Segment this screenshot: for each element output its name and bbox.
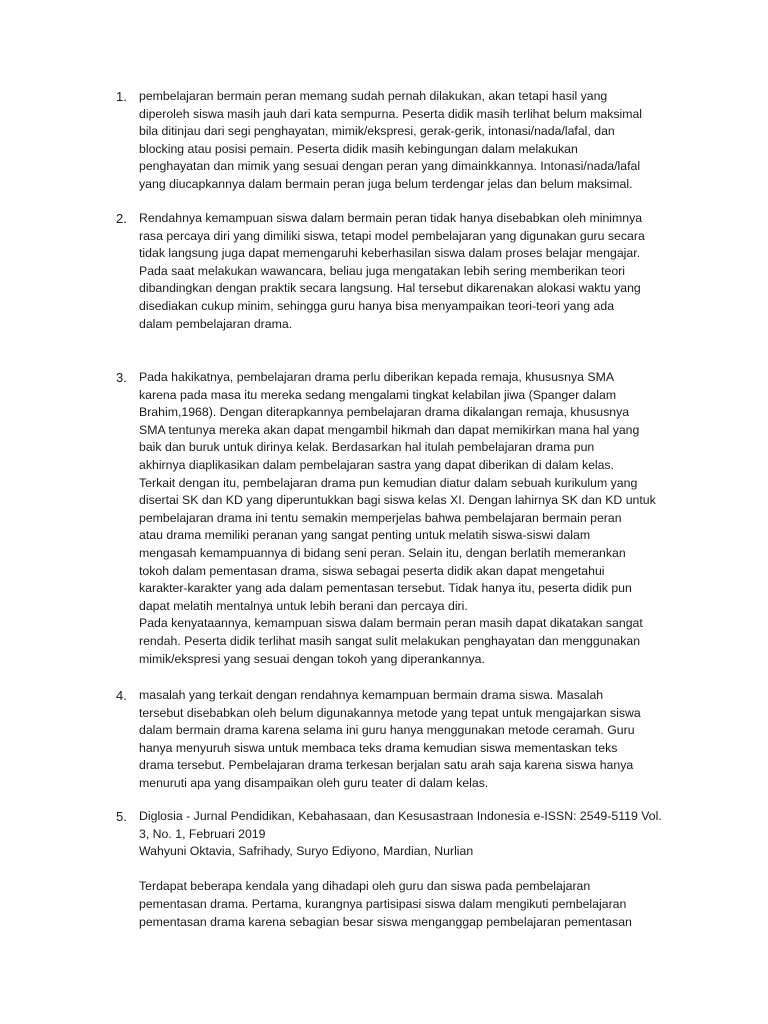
paragraph-text: masalah yang terkait dengan rendahnya kemampuan bermain drama siswa. Masalah tersebut disebabkan oleh belum digunakannya metode yang tepat untuk mengajarkan siswa dalam bermain drama karena selama ini guru hanya menggunakan metode ceramah. Guru hanya menyuruh siswa untuk membaca teks drama kemudian siswa mementaskan teks drama tersebut. Pembelajaran drama terkesan berjalan satu arah saja karena siswa hanya menuruti apa yang disampaikan oleh guru teater di dalam kelas. bbox=[139, 688, 641, 790]
journal-citation: Diglosia - Jurnal Pendidikan, Kebahasaan, dan Kesusastraan Indonesia e-ISSN: 2549-5119 Vol. 3, No. 1, Februari 2019 bbox=[139, 809, 662, 841]
paragraph-text: Terdapat beberapa kendala yang dihadapi oleh guru dan siswa pada pembelajaran pementasan drama. Pertama, kurangnya partisipasi siswa dalam mengikuti pembelajaran pementasan drama karena sebagian besar siswa menganggap pembelajaran pementasan bbox=[139, 879, 632, 929]
list-item-body bbox=[139, 687, 676, 793]
list-item bbox=[116, 369, 676, 668]
list-item-body bbox=[139, 369, 676, 668]
list-number: 2. bbox=[116, 211, 127, 226]
list-number: 1. bbox=[116, 89, 127, 104]
list-number: 3. bbox=[116, 370, 127, 385]
list-item-body bbox=[139, 808, 676, 931]
list-item-body bbox=[139, 210, 676, 333]
list-number: 4. bbox=[116, 688, 127, 703]
list-number: 5. bbox=[116, 809, 127, 824]
paragraph-gap bbox=[139, 861, 676, 879]
paragraph-text: pembelajaran bermain peran memang sudah pernah dilakukan, akan tetapi hasil yang diperoleh siswa masih jauh dari kata sempurna. Peserta didik masih terlihat belum maksimal bila ditinjau dari segi penghayatan, mimik/ekspresi, gerak-gerik, intonasi/nada/lafal, dan blocking atau posisi pemain. Peserta didik masih kebingungan dalam melakukan penghayatan dan mimik yang sesuai dengan peran yang dimainkkannya. Intonasi/nada/lafal yang diucapkannya dalam bermain peran juga belum terdengar jelas dan belum maksimal. bbox=[139, 89, 643, 191]
paragraph-text: Pada hakikatnya, pembelajaran drama perlu diberikan kepada remaja, khususnya SMA karena pada masa itu mereka sedang mengalami tingkat kelabilan jiwa (Spanger dalam Brahim,1968). Dengan diterapkannya pembelajaran drama dikalangan remaja, khususnya SMA tentunya mereka akan dapat mengambil hikmah dan dapat memikirkan mana hal yang baik dan buruk untuk dirinya kelak. Berdasarkan hal itulah pembelajaran drama pun akhirnya diaplikasikan dalam pembelajaran sastra yang dapat diberikan di dalam kelas. Terkait dengan itu, pembelajaran drama pun kemudian diatur dalam sebuah kurikulum yang disertai SK dan KD yang diperuntukkan bagi siswa kelas XI. Dengan lahirnya SK dan KD untuk pembelajaran drama ini tentu semakin memperjelas bahwa pembelajaran bermain peran atau drama memiliki peranan yang sangat penting untuk melatih siswa-siswi dalam mengasah kemampuannya di bidang seni peran. Selain itu, dengan berlatih memerankan tokoh dalam pementasan drama, siswa sebagai peserta didik akan dapat mengetahui karakter-karakter yang ada dalam pementasan tersebut. Tidak hanya itu, peserta didik pun dapat melatih mentalnya untuk lebih berani dan percaya diri. Pada kenyataannya, kemampuan siswa dalam bermain peran masih dapat dikatakan sangat rendah. Peserta didik terlihat masih sangat sulit melakukan penghayatan dan menggunakan mimik/ekspresi yang sesuai dengan tokoh yang diperankannya. bbox=[139, 370, 656, 666]
paragraph-text: Rendahnya kemampuan siswa dalam bermain peran tidak hanya disebabkan oleh minimnya rasa percaya diri yang dimiliki siswa, tetapi model pembelajaran yang digunakan guru secara tidak langsung juga dapat memengaruhi keberhasilan siswa dalam proses belajar mengajar. Pada saat melakukan wawancara, beliau juga mengatakan lebih sering memberikan teori dibandingkan dengan praktik secara langsung. Hal tersebut dikarenakan alokasi waktu yang disediakan cukup minim, sehingga guru hanya bisa menyampaikan teori-teori yang ada dalam pembelajaran drama. bbox=[139, 211, 645, 331]
journal-authors: Wahyuni Oktavia, Safrihady, Suryo Ediyono, Mardian, Nurlian bbox=[139, 844, 474, 859]
list-item-body bbox=[139, 88, 676, 194]
list-item bbox=[116, 687, 676, 793]
list-item bbox=[116, 808, 676, 931]
list-item bbox=[116, 88, 676, 194]
list-item bbox=[116, 210, 676, 333]
